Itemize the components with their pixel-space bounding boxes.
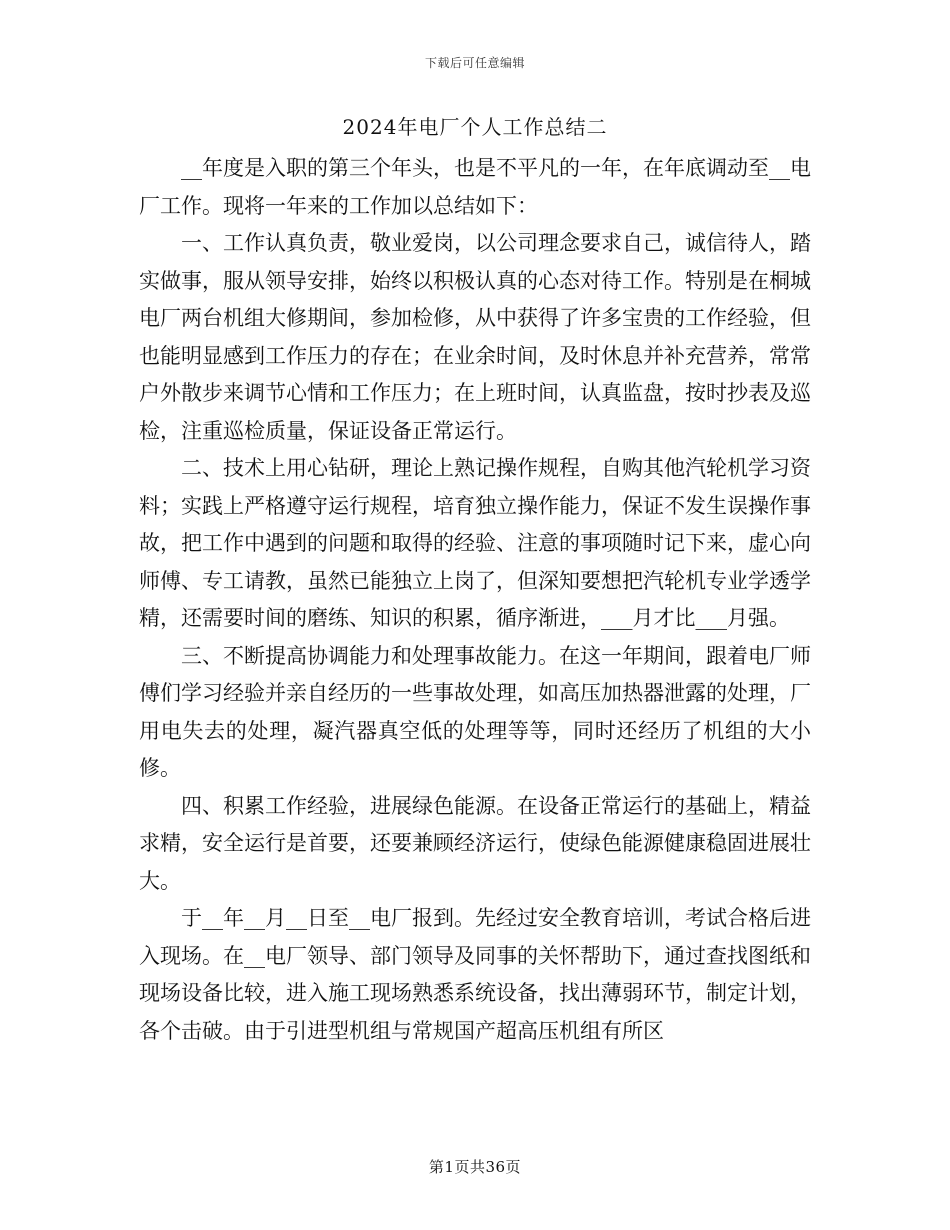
paragraph-intro: __年度是入职的第三个年头，也是不平凡的一年，在年底调动至__电厂工作。现将一年来的工作加以总结如下： [139,156,811,218]
document-title: 2024年电厂个人工作总结二 [342,115,608,139]
paragraph-section-2: 二、技术上用心钻研，理论上熟记操作规程，自购其他汽轮机学习资料；实践上严格遵守运行规程，培育独立操作能力，保证不发生误操作事故，把工作中遇到的问题和取得的经验、注意的事项随时记下来，虚心向师傅、专工请教，虽然已能独立上岗了，但深知要想把汽轮机专业学透学精，还需要时间的磨练、知识的积累，循序渐进，___月才比___月强。 [139,456,811,630]
header-note: 下载后可任意编辑 [424,56,525,70]
document-body [139,150,811,1050]
paragraph-section-1: 一、工作认真负责，敬业爱岗，以公司理念要求自己，诚信待人，踏实做事，服从领导安排，始终以积极认真的心态对待工作。特别是在桐城电厂两台机组大修期间，参加检修，从中获得了许多宝贵的工作经验，但也能明显感到工作压力的存在；在业余时间，及时休息并补充营养，常常户外散步来调节心情和工作压力；在上班时间，认真监盘，按时抄表及巡检，注重巡检质量，保证设备正常运行。 [139,231,811,443]
paragraph-section-4: 四、积累工作经验，进展绿色能源。在设备正常运行的基础上，精益求精，安全运行是首要，还要兼顾经济运行，使绿色能源健康稳固进展壮大。 [139,793,811,893]
paragraph-report: 于__年__月__日至__电厂报到。先经过安全教育培训，考试合格后进入现场。在__电厂领导、部门领导及同事的关怀帮助下，通过查找图纸和现场设备比较，进入施工现场熟悉系统设备，找出薄弱环节，制定计划，各个击破。由于引进型机组与常规国产超高压机组有所区 [139,906,811,1043]
paragraph-section-3: 三、不断提高协调能力和处理事故能力。在这一年期间，跟着电厂师傅们学习经验并亲自经历的一些事故处理，如高压加热器泄露的处理，厂用电失去的处理，凝汽器真空低的处理等等，同时还经历了机组的大小修。 [139,643,811,780]
page-number: 第1页共36页 [428,1158,522,1176]
